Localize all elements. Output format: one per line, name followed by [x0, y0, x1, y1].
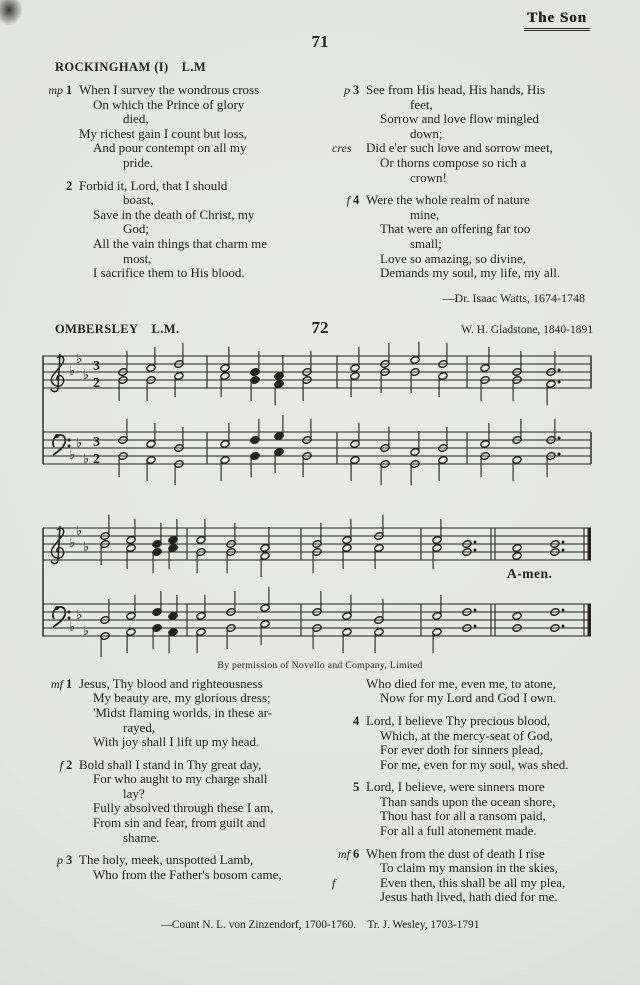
- hymn72-tune-line: [45, 322, 312, 337]
- verse-text: From sin and fear, from guilt and: [93, 815, 266, 831]
- bass-clef-icon: [53, 435, 65, 455]
- augmentation-dot: [474, 608, 477, 611]
- final-barline: [588, 528, 592, 560]
- augmentation-dot: [562, 624, 565, 627]
- hymn72-number: 72: [311, 317, 329, 337]
- dynamic-marker: f: [59, 757, 63, 772]
- verse-block: [332, 847, 595, 905]
- flat-sign-icon: ♭: [76, 435, 83, 451]
- verse-block: [332, 193, 595, 281]
- verse-number: 3: [353, 83, 360, 97]
- verse-text: When I survey the wondrous cross: [79, 82, 260, 97]
- verse-line: [366, 171, 595, 186]
- verse-line: [366, 98, 595, 113]
- verse-text: Were the whole realm of nature: [366, 192, 530, 208]
- verse-text: For who aught to my charge shall: [93, 771, 268, 787]
- flat-sign-icon: ♭: [83, 367, 90, 383]
- line-dynamic-marker: f: [332, 875, 336, 890]
- augmentation-dot: [558, 368, 561, 371]
- verse-block: [45, 758, 308, 846]
- verse-line: [79, 127, 308, 142]
- hymn71-meter: L.M: [181, 60, 207, 74]
- verse-text: lay?: [123, 785, 145, 801]
- verse-line: [366, 809, 595, 824]
- verse-line: [79, 735, 308, 750]
- verse-line: [79, 801, 308, 816]
- hymn71-number: 71: [311, 32, 329, 51]
- verse-line: [79, 252, 308, 267]
- flat-sign-icon: ♭: [69, 447, 76, 463]
- verse-text: Jesus hath lived, hath died for me.: [380, 889, 558, 905]
- verse-line: [366, 252, 595, 267]
- note-head: [512, 543, 522, 552]
- flat-sign-icon: ♭: [76, 523, 83, 539]
- verse-line: [79, 208, 308, 223]
- verse-text: down;: [410, 125, 443, 141]
- verse-text: For all a full atonement made.: [380, 823, 537, 839]
- verse-line: [366, 112, 595, 127]
- verse-line: [366, 743, 595, 758]
- verse-number: 4: [353, 713, 360, 728]
- verse-line: [366, 714, 595, 729]
- dynamic-marker: mp: [48, 83, 63, 97]
- verse-block: [45, 853, 308, 882]
- hymn71-verses: [45, 83, 595, 289]
- verse-text: For me, even for my soul, was shed.: [380, 756, 569, 772]
- verse-line: [79, 787, 308, 802]
- verse-text: When from the dust of death I rise: [366, 845, 545, 861]
- verse-number: 2: [66, 757, 73, 772]
- verse-line: [366, 266, 595, 281]
- verse-text: rayed,: [123, 719, 156, 735]
- verse-line: [79, 156, 308, 171]
- hymn71-tune-name: ROCKINGHAM (I): [55, 60, 169, 74]
- flat-sign-icon: ♭: [83, 623, 90, 639]
- verse-line: [366, 208, 595, 223]
- final-barline: [588, 604, 592, 636]
- augmentation-dot: [562, 608, 565, 611]
- verse-text: My beauty are, my glorious dress;: [93, 690, 271, 706]
- verse-line: [79, 179, 308, 194]
- verse-text: mine,: [410, 206, 440, 222]
- verse-line: [366, 795, 595, 810]
- augmentation-dot: [562, 540, 565, 543]
- verse-text: Than sands upon the ocean shore,: [380, 793, 556, 809]
- hymn71-right-column: [332, 83, 595, 289]
- verse-text: The holy, meek, unspotted Lamb,: [79, 852, 254, 868]
- verse-block: [332, 780, 595, 838]
- verse-block: [45, 179, 308, 281]
- verse-line: [332, 140, 595, 156]
- verse-line: [79, 706, 308, 721]
- verse-line: [366, 127, 595, 142]
- hymn72-composer: W. H. Gladstone, 1840-1891: [461, 323, 593, 336]
- treble-clef-icon: [51, 354, 64, 392]
- verse-number: 2: [66, 178, 73, 193]
- hymn72-verses: [45, 677, 595, 913]
- verse-text: God;: [123, 221, 149, 237]
- verse-text: For ever doth for sinners plead,: [380, 742, 544, 758]
- verse-line: [79, 141, 308, 156]
- verse-line: [366, 890, 595, 905]
- verse-number: 5: [353, 780, 360, 795]
- flat-sign-icon: ♭: [69, 363, 76, 379]
- verse-text: To claim my mansion in the skies,: [380, 860, 558, 876]
- verse-line: [366, 156, 595, 171]
- augmentation-dot: [474, 548, 477, 551]
- hymn72-tune-name: OMBERSLEY: [55, 321, 139, 336]
- verse-text: Sorrow and love flow mingled: [380, 111, 539, 127]
- verse-text: With joy shall I lift up my head.: [93, 734, 260, 750]
- flat-sign-icon: ♭: [69, 535, 76, 551]
- time-signature-top: 3: [93, 434, 100, 450]
- verse-text: On which the Prince of glory: [93, 96, 245, 112]
- verse-line: [79, 831, 308, 846]
- verse-text: Did e'er such love and sorrow meet,: [366, 140, 553, 156]
- verse-number: 1: [66, 676, 73, 691]
- verse-block: [332, 83, 595, 185]
- verse-block: [45, 677, 308, 750]
- verse-text: All the vain things that charm me: [93, 235, 268, 251]
- verse-text: shame.: [123, 829, 160, 845]
- verse-line: [366, 677, 595, 692]
- verse-text: Jesus, Thy blood and righteousness: [79, 675, 263, 691]
- flat-sign-icon: ♭: [83, 539, 90, 555]
- verse-text: Demands my soul, my life, my all.: [380, 265, 561, 281]
- dynamic-marker: p: [57, 853, 63, 868]
- verse-text: 'Midst flaming worlds, in these ar-: [93, 704, 272, 720]
- verse-text: Who from the Father's bosom came,: [93, 866, 282, 882]
- verse-text: Who died for me, even me, to atone,: [366, 675, 556, 691]
- time-signature-top: 3: [93, 358, 100, 374]
- running-head: The Son: [524, 10, 590, 31]
- hymn72-right-column: [332, 677, 595, 913]
- hymn72-attribution: —Count N. L. von Zinzendorf, 1700-1760. Tr. J. Wesley, 1703-1791: [160, 919, 480, 932]
- verse-block: [332, 677, 595, 706]
- hymn71-attribution: —Dr. Isaac Watts, 1674-1748: [442, 290, 585, 305]
- dynamic-marker: p: [344, 83, 350, 97]
- verse-line: [79, 98, 308, 113]
- verse-line: [79, 193, 308, 208]
- verse-line: [366, 691, 595, 706]
- line-dynamic-marker: cres: [332, 141, 352, 156]
- verse-line: [366, 237, 595, 252]
- hymn72-left-column: [45, 677, 308, 913]
- dynamic-marker: mf: [51, 676, 63, 691]
- bass-clef-icon: [55, 606, 59, 610]
- verse-line: [79, 816, 308, 831]
- verse-text: small;: [410, 235, 442, 251]
- augmentation-dot: [562, 548, 565, 551]
- verse-line: [366, 780, 595, 795]
- verse-text: See from His head, His hands, His: [366, 82, 546, 97]
- hymn71-left-column: [45, 83, 308, 289]
- verse-text: crown!: [410, 169, 447, 185]
- time-signature-bottom: 2: [93, 451, 100, 467]
- verse-text: Bold shall I stand in Thy great day,: [79, 756, 262, 772]
- verse-number: 4: [353, 193, 360, 208]
- verse-text: And pour contempt on all my: [93, 140, 247, 156]
- music-notation: [39, 342, 595, 660]
- hymn72-meter: L.M.: [151, 321, 180, 336]
- verse-line: [79, 772, 308, 787]
- verse-text: Thou hast for all a ransom paid,: [380, 808, 546, 824]
- verse-line: [366, 847, 595, 862]
- verse-text: Even then, this shall be all my plea,: [380, 874, 566, 890]
- verse-line: [366, 861, 595, 876]
- staff-system-2: [43, 515, 591, 657]
- verse-text: Which, at the mercy-seat of God,: [380, 727, 553, 743]
- staff-system-1: [43, 342, 591, 485]
- verse-line: [79, 677, 308, 692]
- verse-text: My richest gain I count but loss,: [79, 125, 247, 141]
- augmentation-dot: [558, 436, 561, 439]
- augmentation-dot: [558, 452, 561, 455]
- verse-block: [332, 714, 595, 772]
- verse-text: Love so amazing, so divine,: [380, 250, 526, 266]
- time-signature-bottom: 2: [93, 375, 100, 391]
- bass-clef-icon: [68, 610, 71, 613]
- verse-text: Lord, I believe Thy precious blood,: [366, 712, 551, 728]
- verse-text: Or thorns compose so rich a: [380, 154, 527, 170]
- bass-clef-icon: [53, 607, 65, 627]
- verse-text: boast,: [123, 192, 154, 208]
- amen-label: A-men.: [507, 565, 553, 581]
- bass-clef-icon: [55, 434, 59, 438]
- hymn72-header: [45, 318, 595, 338]
- verse-number: 3: [66, 853, 73, 868]
- verse-text: died,: [123, 111, 149, 127]
- flat-sign-icon: ♭: [76, 351, 83, 367]
- flat-sign-icon: ♭: [83, 451, 90, 467]
- verse-line: [366, 729, 595, 744]
- verse-line: [366, 222, 595, 237]
- dynamic-marker: mf: [338, 846, 350, 861]
- verse-text: Forbid it, Lord, that I should: [79, 177, 228, 193]
- verse-block: [45, 83, 308, 171]
- note-head: [512, 551, 522, 560]
- verse-text: Lord, I believe, were sinners more: [366, 779, 545, 795]
- verse-line: [79, 721, 308, 736]
- verse-text: most,: [123, 250, 152, 266]
- note-head: [512, 611, 522, 620]
- treble-clef-icon: [51, 526, 64, 564]
- verse-line: [79, 868, 308, 883]
- verse-line: [79, 237, 308, 252]
- flat-sign-icon: ♭: [76, 607, 83, 623]
- augmentation-dot: [558, 380, 561, 383]
- dynamic-marker: f: [346, 193, 350, 208]
- verse-line: [79, 222, 308, 237]
- augmentation-dot: [474, 540, 477, 543]
- verse-number: 1: [66, 83, 73, 97]
- augmentation-dot: [474, 624, 477, 627]
- verse-text: pride.: [123, 154, 153, 170]
- verse-line: [79, 83, 308, 98]
- verse-line: [79, 266, 308, 281]
- verse-line: [79, 691, 308, 706]
- verse-text: feet,: [410, 96, 433, 112]
- flat-sign-icon: ♭: [69, 619, 76, 635]
- verse-text: Save in the death of Christ, my: [93, 206, 255, 222]
- verse-line: [332, 874, 595, 891]
- verse-line: [79, 853, 308, 868]
- verse-number: 6: [353, 846, 360, 861]
- verse-line: [79, 112, 308, 127]
- verse-text: Now for my Lord and God I own.: [380, 690, 557, 706]
- verse-text: I sacrifice them to His blood.: [93, 265, 245, 281]
- hymn71-tune-line: [45, 60, 595, 75]
- verse-line: [366, 193, 595, 208]
- verse-line: [366, 83, 595, 98]
- verse-line: [79, 758, 308, 773]
- verse-text: Fully absolved through these I am,: [93, 800, 274, 816]
- verse-line: [366, 758, 595, 773]
- bass-clef-icon: [68, 438, 71, 441]
- verse-line: [366, 824, 595, 839]
- permission-line: By permission of Novello and Company, Limited: [217, 659, 423, 671]
- verse-text: That were an offering far too: [380, 221, 531, 237]
